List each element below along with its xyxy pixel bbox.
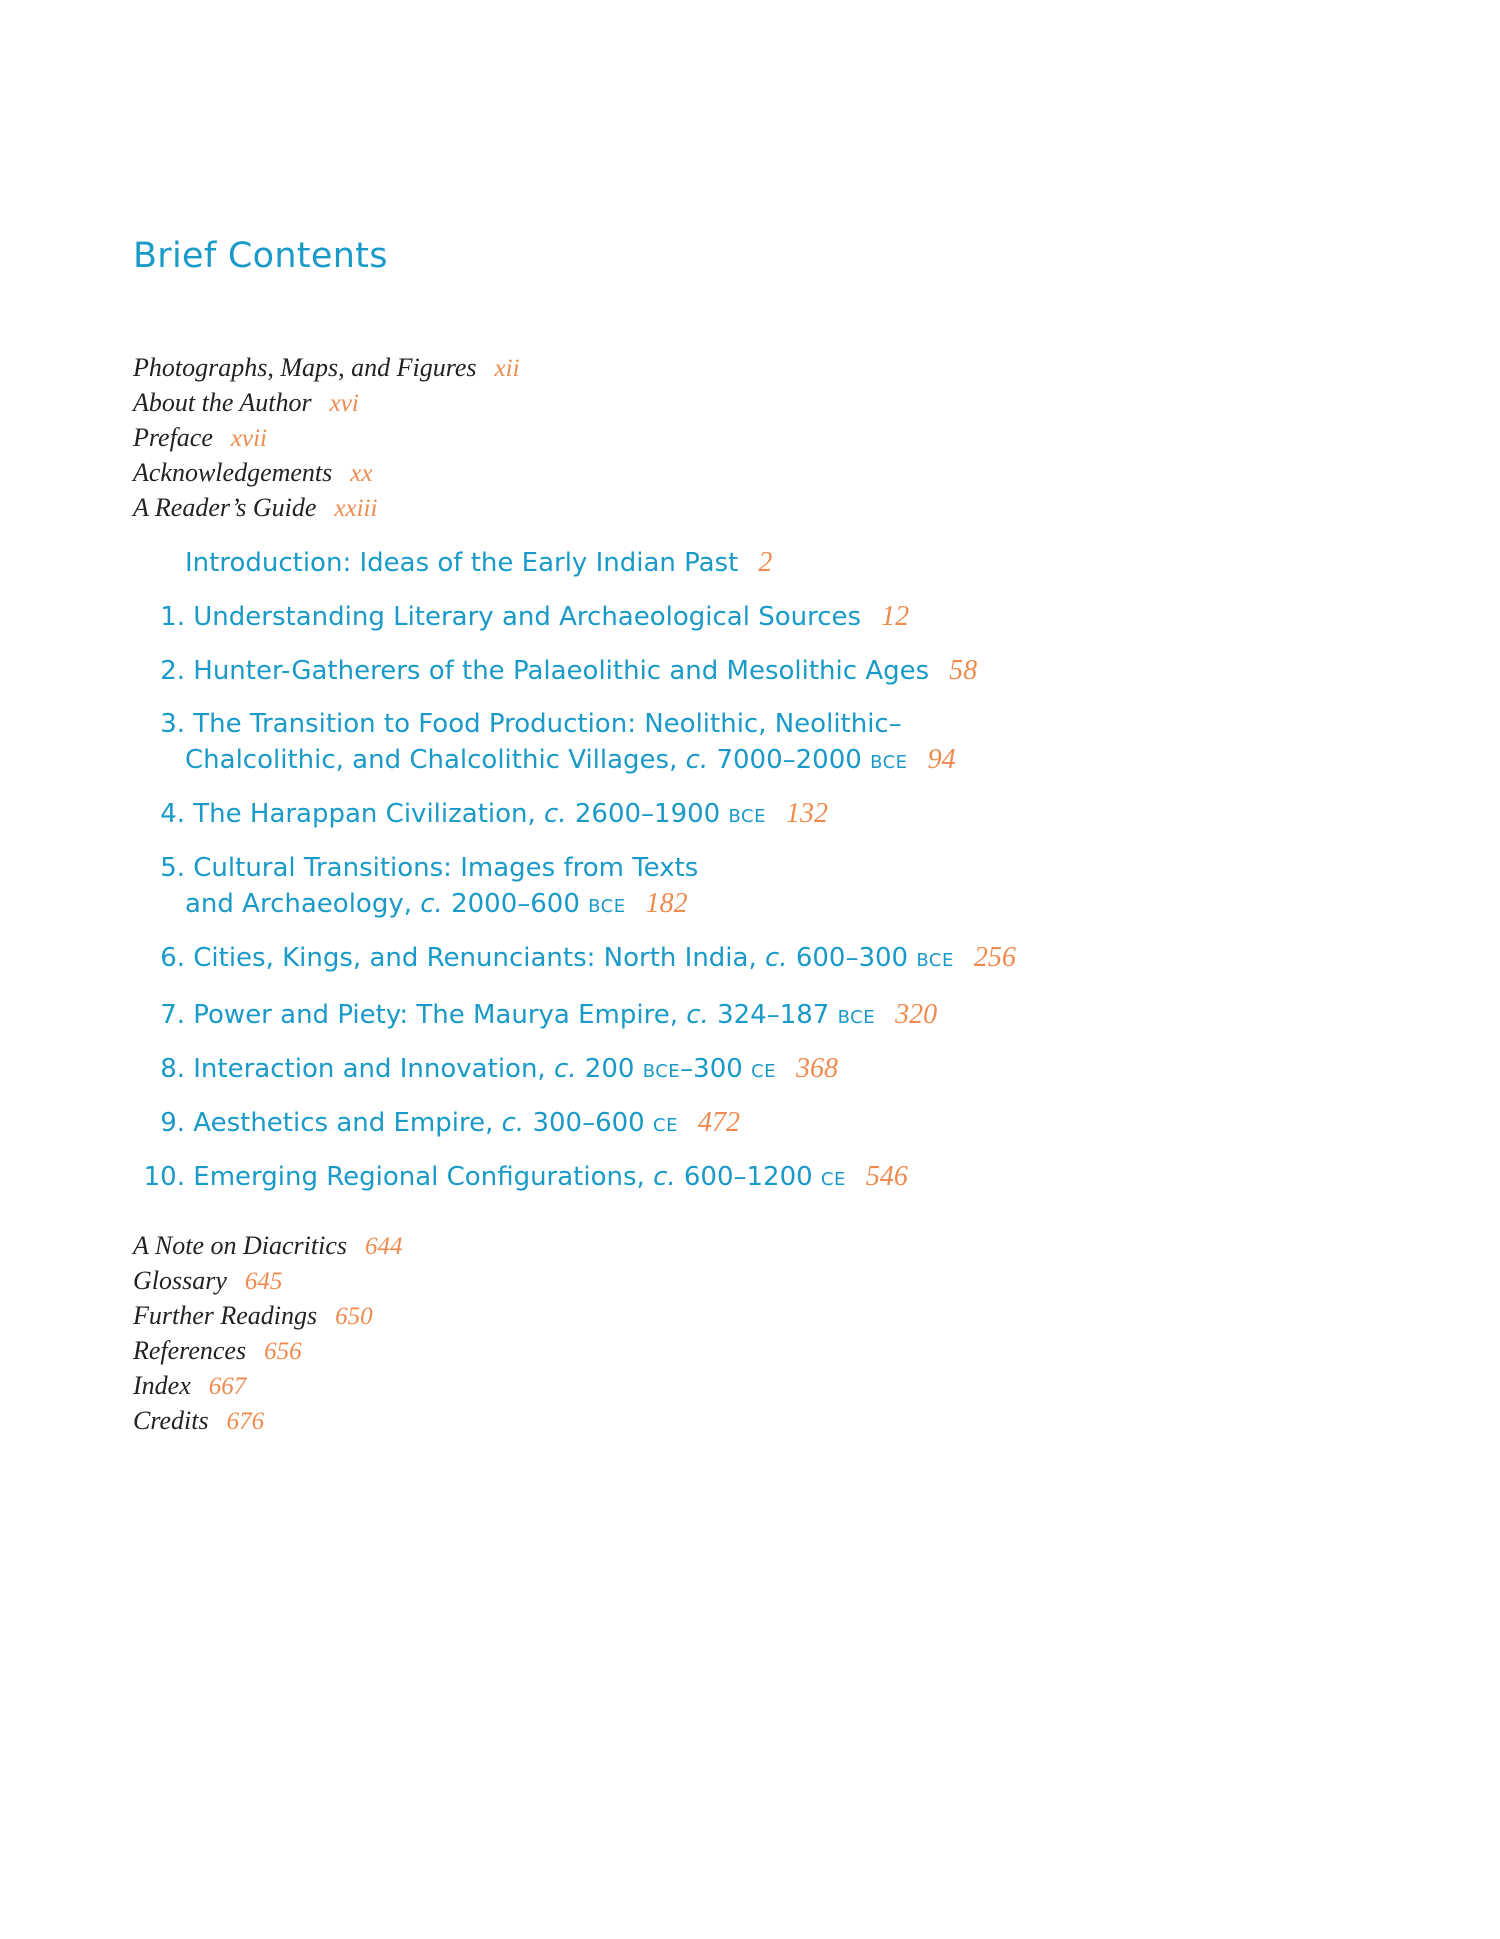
page-number: 546	[865, 1161, 908, 1192]
chapter-entry-9[interactable]	[133, 1105, 740, 1144]
page-number: 667	[208, 1373, 247, 1400]
entry-label: References	[133, 1336, 247, 1365]
chapter-entry-8[interactable]	[133, 1051, 838, 1090]
page-number: 182	[645, 888, 688, 919]
era-label: BCE	[870, 752, 908, 773]
date-range: 200	[584, 1054, 635, 1084]
toc-entry[interactable]	[133, 1334, 403, 1369]
chapter-title: Interaction and Innovation,	[193, 1054, 546, 1084]
page-number: 320	[895, 999, 938, 1030]
chapter-entry-7[interactable]	[133, 997, 937, 1036]
chapter-title: Cities, Kings, and Renunciants: North India,	[193, 943, 757, 973]
entry-label: A Note on Diacritics	[133, 1231, 348, 1260]
chapter-number: 1.	[160, 602, 185, 632]
toc-entry[interactable]	[133, 1404, 403, 1439]
page-number: 58	[949, 655, 978, 686]
entry-label: Index	[133, 1371, 191, 1400]
circa-abbrev: c.	[686, 1000, 709, 1030]
date-range: 2600–1900	[574, 799, 721, 829]
entry-label: A Reader’s Guide	[133, 493, 317, 522]
chapter-title-cont: and Archaeology,	[185, 889, 412, 919]
page-number: 656	[264, 1338, 302, 1365]
era-label: CE	[653, 1115, 678, 1136]
chapter-number: 6.	[160, 943, 185, 973]
chapter-title: Understanding Literary and Archaeological Sources	[193, 602, 862, 632]
chapter-number: 8.	[160, 1054, 185, 1084]
date-range: 2000–600	[451, 889, 580, 919]
era-label: BCE	[916, 950, 954, 971]
toc-entry[interactable]	[133, 456, 520, 491]
chapter-title: The Transition to Food Production: Neolithic, Neolithic–	[193, 709, 902, 739]
era-label: BCE	[837, 1007, 876, 1028]
toc-entry[interactable]	[133, 1229, 403, 1264]
era-label: BCE	[728, 806, 766, 827]
chapter-entry-4[interactable]	[133, 796, 828, 835]
chapter-entry-1[interactable]	[133, 599, 909, 635]
page-number: xii	[494, 355, 520, 382]
chapter-number: 3.	[160, 709, 185, 739]
page-number: 94	[927, 744, 956, 775]
circa-abbrev: c.	[765, 943, 788, 973]
date-range: 600–300	[795, 943, 909, 973]
circa-abbrev: c.	[420, 889, 443, 919]
toc-entry[interactable]	[133, 491, 520, 526]
circa-abbrev: c.	[653, 1162, 676, 1192]
page-number: 472	[697, 1107, 740, 1138]
entry-label: Acknowledgements	[133, 458, 333, 487]
era-label: BCE	[588, 896, 626, 917]
front-matter-list	[133, 351, 520, 526]
era-label: CE	[751, 1061, 777, 1082]
date-range: 600–1200	[683, 1162, 813, 1192]
chapter-entry-introduction[interactable]	[133, 545, 772, 581]
chapter-title-cont: Chalcolithic, and Chalcolithic Villages,	[185, 745, 678, 775]
circa-abbrev: c.	[553, 1054, 577, 1084]
page-number: xx	[350, 460, 373, 487]
page-number: 132	[785, 798, 828, 829]
page-number: 12	[881, 601, 910, 632]
toc-entry[interactable]	[133, 421, 520, 456]
date-range: 324–187	[717, 1000, 830, 1030]
toc-entry[interactable]	[133, 351, 520, 386]
page-number: 256	[973, 942, 1016, 973]
era-label: CE	[820, 1169, 846, 1190]
page-number: xvi	[329, 390, 359, 417]
chapter-title: The Harappan Civilization,	[193, 799, 536, 829]
page-number: 645	[244, 1268, 283, 1295]
chapter-title: Emerging Regional Configurations,	[193, 1162, 645, 1192]
circa-abbrev: c.	[685, 745, 709, 775]
date-range: –300	[680, 1054, 743, 1084]
circa-abbrev: c.	[544, 799, 567, 829]
chapter-number: 7.	[160, 1000, 185, 1030]
page-number: xvii	[230, 425, 267, 452]
page-number: 644	[365, 1233, 403, 1260]
date-range: 300–600	[532, 1108, 645, 1138]
entry-label: Credits	[133, 1406, 209, 1435]
entry-label: Glossary	[133, 1266, 227, 1295]
chapter-entry-10[interactable]	[133, 1159, 908, 1198]
chapter-title: Aesthetics and Empire,	[193, 1108, 494, 1138]
chapter-entry-5[interactable]	[133, 850, 698, 925]
page-title: Brief Contents	[133, 236, 388, 276]
entry-label: Photographs, Maps, and Figures	[133, 353, 477, 382]
entry-label: About the Author	[133, 388, 312, 417]
chapter-title: Power and Piety: The Maurya Empire,	[193, 1000, 678, 1030]
chapter-number: 2.	[160, 656, 185, 686]
date-range: 7000–2000	[716, 745, 862, 775]
chapter-title: Cultural Transitions: Images from Texts	[193, 853, 699, 883]
back-matter-list	[133, 1229, 403, 1439]
chapter-number: 5.	[160, 853, 185, 883]
chapter-number: 9.	[160, 1108, 185, 1138]
entry-label: Further Readings	[133, 1301, 318, 1330]
chapter-entry-3[interactable]	[133, 706, 956, 781]
toc-entry[interactable]	[133, 386, 520, 421]
page-number: 368	[796, 1053, 839, 1084]
circa-abbrev: c.	[501, 1108, 525, 1138]
chapter-number: 10.	[143, 1162, 185, 1192]
toc-entry[interactable]	[133, 1264, 403, 1299]
entry-label: Preface	[133, 423, 213, 452]
chapter-title: Hunter-Gatherers of the Palaeolithic and Mesolithic Ages	[193, 656, 930, 686]
page-number: 676	[226, 1408, 265, 1435]
era-label: BCE	[642, 1061, 681, 1082]
chapter-title: Introduction: Ideas of the Early Indian Past	[185, 548, 739, 578]
page-number: 2	[758, 547, 773, 578]
chapter-number: 4.	[160, 799, 185, 829]
toc-entry[interactable]	[133, 1369, 403, 1404]
chapter-entry-6[interactable]	[133, 940, 1016, 979]
chapter-entry-2[interactable]	[133, 653, 977, 689]
page-number: 650	[335, 1303, 373, 1330]
page-number: xxiii	[334, 495, 378, 522]
toc-entry[interactable]	[133, 1299, 403, 1334]
